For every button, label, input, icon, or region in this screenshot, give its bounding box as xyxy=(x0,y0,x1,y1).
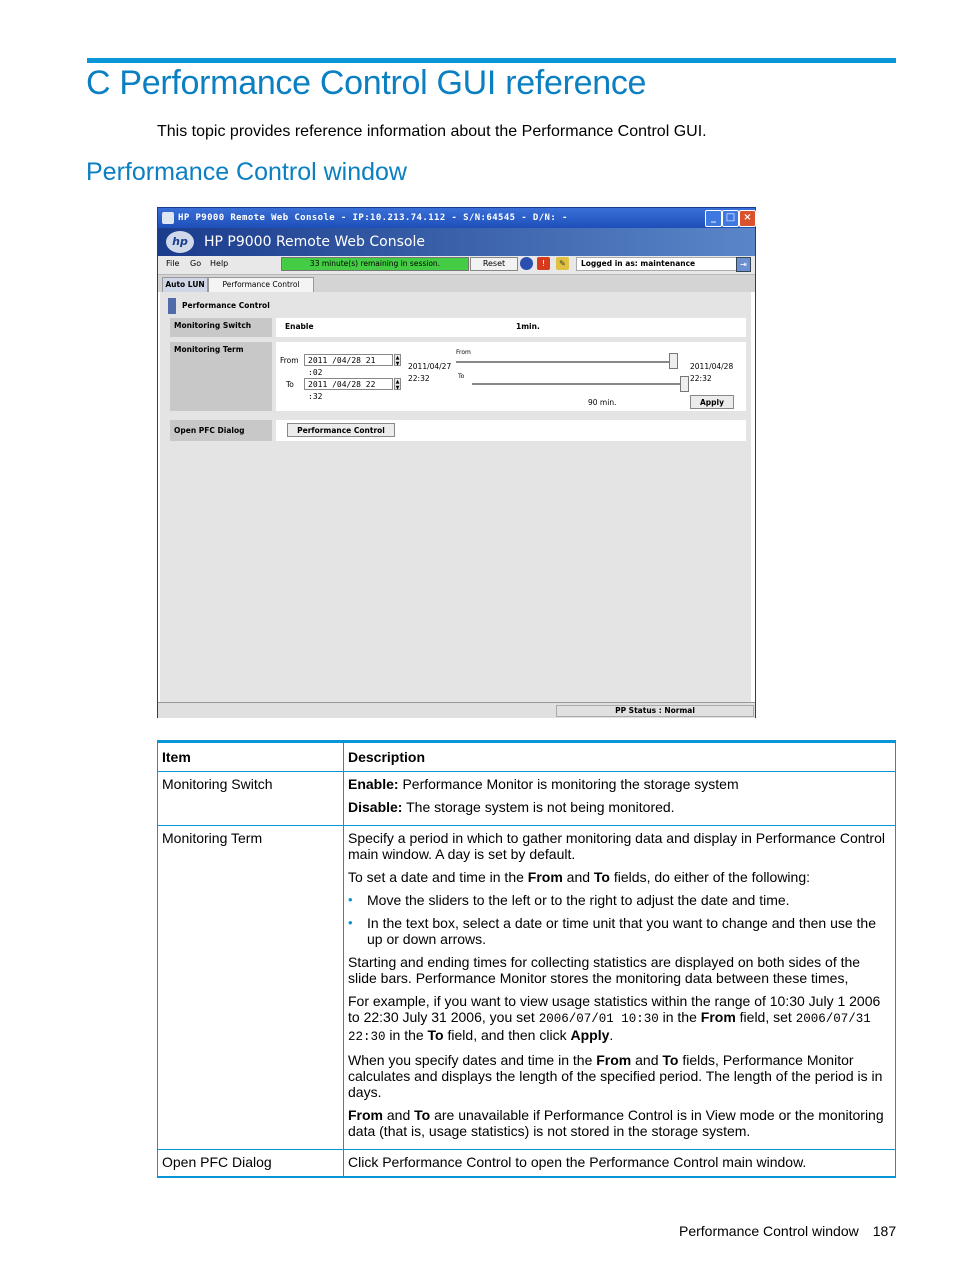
console-screenshot xyxy=(157,207,756,718)
bullet-item: • Move the sliders to the left or to the right to adjust the date and time. xyxy=(367,892,891,908)
text-run: To xyxy=(427,1027,444,1043)
table-row xyxy=(158,772,896,826)
content-pane xyxy=(160,292,751,702)
monitoring-switch-row xyxy=(276,318,746,337)
globe-icon[interactable] xyxy=(520,257,533,270)
period-length: 90 min. xyxy=(588,398,617,407)
table-row xyxy=(158,826,896,1150)
term-para-6 xyxy=(348,1107,891,1139)
maximize-icon[interactable]: □ xyxy=(722,210,739,227)
header-item: Item xyxy=(158,742,344,772)
pane-heading-label: Performance Control xyxy=(182,301,270,310)
description-cell xyxy=(344,772,896,826)
to-date-field[interactable]: 2011 /04/28 22 :32 xyxy=(304,378,393,390)
pen-icon[interactable]: ✎ xyxy=(556,257,569,270)
monitoring-switch-value[interactable]: Enable xyxy=(285,322,314,331)
menu-bar xyxy=(158,256,755,275)
text-run: To xyxy=(593,869,610,885)
logged-in-user: Logged in as: maintenance xyxy=(576,257,738,271)
end-date: 2011/04/28 xyxy=(690,362,734,371)
item-cell: Open PFC Dialog xyxy=(158,1150,344,1178)
disable-text: The storage system is not being monitored. xyxy=(402,799,675,815)
to-slider-track xyxy=(472,383,684,385)
term-para-5 xyxy=(348,1052,891,1100)
tab-performance-control[interactable]: Performance Control xyxy=(208,277,314,292)
tab-auto-lun[interactable]: Auto LUN xyxy=(162,277,208,292)
footer-section: Performance Control window xyxy=(679,1223,859,1239)
text-run: fields, do either of the following: xyxy=(610,869,811,885)
reset-button[interactable]: Reset xyxy=(470,257,518,271)
chapter-rule xyxy=(87,58,896,63)
term-bullets xyxy=(348,892,891,947)
text-run: . xyxy=(609,1027,614,1043)
term-para-3: Starting and ending times for collecting statistics are displayed on both sides of the slide bars. Performance Monitor stores the monitoring data between these times, xyxy=(348,954,861,986)
text-run: in the xyxy=(385,1027,428,1043)
tab-strip xyxy=(158,275,755,292)
menu-go[interactable]: Go xyxy=(190,259,202,268)
pane-heading xyxy=(168,298,270,314)
description-cell: Click Performance Control to open the Performance Control main window. xyxy=(344,1150,896,1178)
app-icon xyxy=(162,212,174,224)
end-time: 22:32 xyxy=(690,374,712,383)
chapter-title: C Performance Control GUI reference xyxy=(86,64,647,102)
term-para-4 xyxy=(348,993,891,1045)
exit-icon[interactable]: ⇥ xyxy=(736,257,751,272)
alert-icon[interactable]: ! xyxy=(537,257,550,270)
text-run: To xyxy=(414,1107,431,1123)
menu-help[interactable]: Help xyxy=(210,259,229,268)
text-run: Apply xyxy=(570,1027,610,1043)
open-pfc-label: Open PFC Dialog xyxy=(170,420,272,441)
minimize-icon[interactable]: _ xyxy=(705,210,722,227)
menu-file[interactable]: File xyxy=(166,259,180,268)
text-run: When you specify dates and time in the xyxy=(348,1052,597,1068)
text-run: To set a date and time in the xyxy=(348,869,528,885)
text-run: are unavailable if Performance Control is in View mode or the monitoring data (that is, usage statistics) is not stored in the storage system. xyxy=(348,1107,884,1139)
performance-control-button[interactable]: Performance Control xyxy=(287,423,395,437)
apply-button[interactable]: Apply xyxy=(690,395,734,409)
pp-status: PP Status : Normal xyxy=(556,705,754,717)
from-spinner[interactable]: ▲ ▼ xyxy=(395,355,400,367)
text-run: and xyxy=(631,1052,663,1068)
window-titlebar xyxy=(158,208,755,228)
monitoring-switch-label: Monitoring Switch xyxy=(170,318,272,337)
to-label: To xyxy=(286,380,294,389)
code-run: 2006/07/31 22:30 xyxy=(348,1012,871,1044)
to-spinner[interactable]: ▲ ▼ xyxy=(395,379,400,391)
term-para-2 xyxy=(348,869,891,885)
from-date-field[interactable]: 2011 /04/28 21 :02 xyxy=(304,354,393,366)
close-icon[interactable]: × xyxy=(739,210,756,227)
intro-text: This topic provides reference information about the Performance Control GUI. xyxy=(157,123,707,140)
code-run: 2006/07/01 10:30 xyxy=(538,1012,659,1026)
open-pfc-row xyxy=(276,420,746,441)
text-run: From xyxy=(348,1107,383,1123)
text-run: in the xyxy=(658,1009,701,1025)
text-run: From xyxy=(596,1052,632,1068)
section-marker-icon xyxy=(168,298,176,314)
banner-title: HP P9000 Remote Web Console xyxy=(204,234,425,250)
slider-to-label: To xyxy=(458,373,465,380)
monitoring-interval: 1min. xyxy=(516,322,540,331)
text-run: For example, if you want to view usage statistics within the range of 10:30 July 1 2006 to 22:30 July 31 2006, you set xyxy=(348,993,881,1025)
item-cell: Monitoring Term xyxy=(158,826,344,1150)
bullet-item: • In the text box, select a date or time unit that you want to change and then use the up or down arrows. xyxy=(367,915,891,947)
disable-term: Disable: xyxy=(348,799,403,815)
header-description: Description xyxy=(344,742,896,772)
console-banner xyxy=(158,228,755,256)
from-slider-thumb[interactable] xyxy=(669,353,678,369)
enable-desc xyxy=(348,776,891,792)
monitoring-term-label: Monitoring Term xyxy=(170,342,272,411)
enable-text: Performance Monitor is monitoring the storage system xyxy=(398,776,739,792)
start-time: 22:32 xyxy=(408,374,430,383)
monitoring-term-row xyxy=(276,342,746,411)
text-run: and xyxy=(383,1107,415,1123)
window-title: HP P9000 Remote Web Console - IP:10.213.74.112 - S/N:64545 - D/N: - xyxy=(178,213,568,223)
term-para-1: Specify a period in which to gather monitoring data and display in Performance Control main window. A day is set by default. xyxy=(348,830,885,862)
text-run: fields, Performance Monitor calculates and displays the length of the specified period. The length of the period is in days. xyxy=(348,1052,883,1100)
table-header-row xyxy=(158,742,896,772)
slider-from-label: From xyxy=(456,349,471,356)
section-title: Performance Control window xyxy=(86,158,407,186)
table-row xyxy=(158,1150,896,1178)
status-bar xyxy=(158,702,755,718)
text-run: and xyxy=(562,869,594,885)
page-footer xyxy=(679,1223,896,1239)
text-run: To xyxy=(662,1052,679,1068)
text-run: field, set xyxy=(735,1009,796,1025)
page-number: 187 xyxy=(872,1223,897,1239)
text-run: field, and then click xyxy=(443,1027,571,1043)
from-label: From xyxy=(280,356,299,365)
enable-term: Enable: xyxy=(348,776,399,792)
reference-table xyxy=(157,740,896,1178)
description-cell xyxy=(344,826,896,1150)
text-run: From xyxy=(527,869,563,885)
item-cell: Monitoring Switch xyxy=(158,772,344,826)
start-date: 2011/04/27 xyxy=(408,362,452,371)
from-slider-track xyxy=(456,361,676,363)
session-indicator: 33 minute(s) remaining in session. xyxy=(281,257,469,271)
to-slider-thumb[interactable] xyxy=(680,376,689,392)
disable-desc xyxy=(348,799,891,815)
text-run: From xyxy=(700,1009,736,1025)
hp-logo: hp xyxy=(166,231,194,253)
